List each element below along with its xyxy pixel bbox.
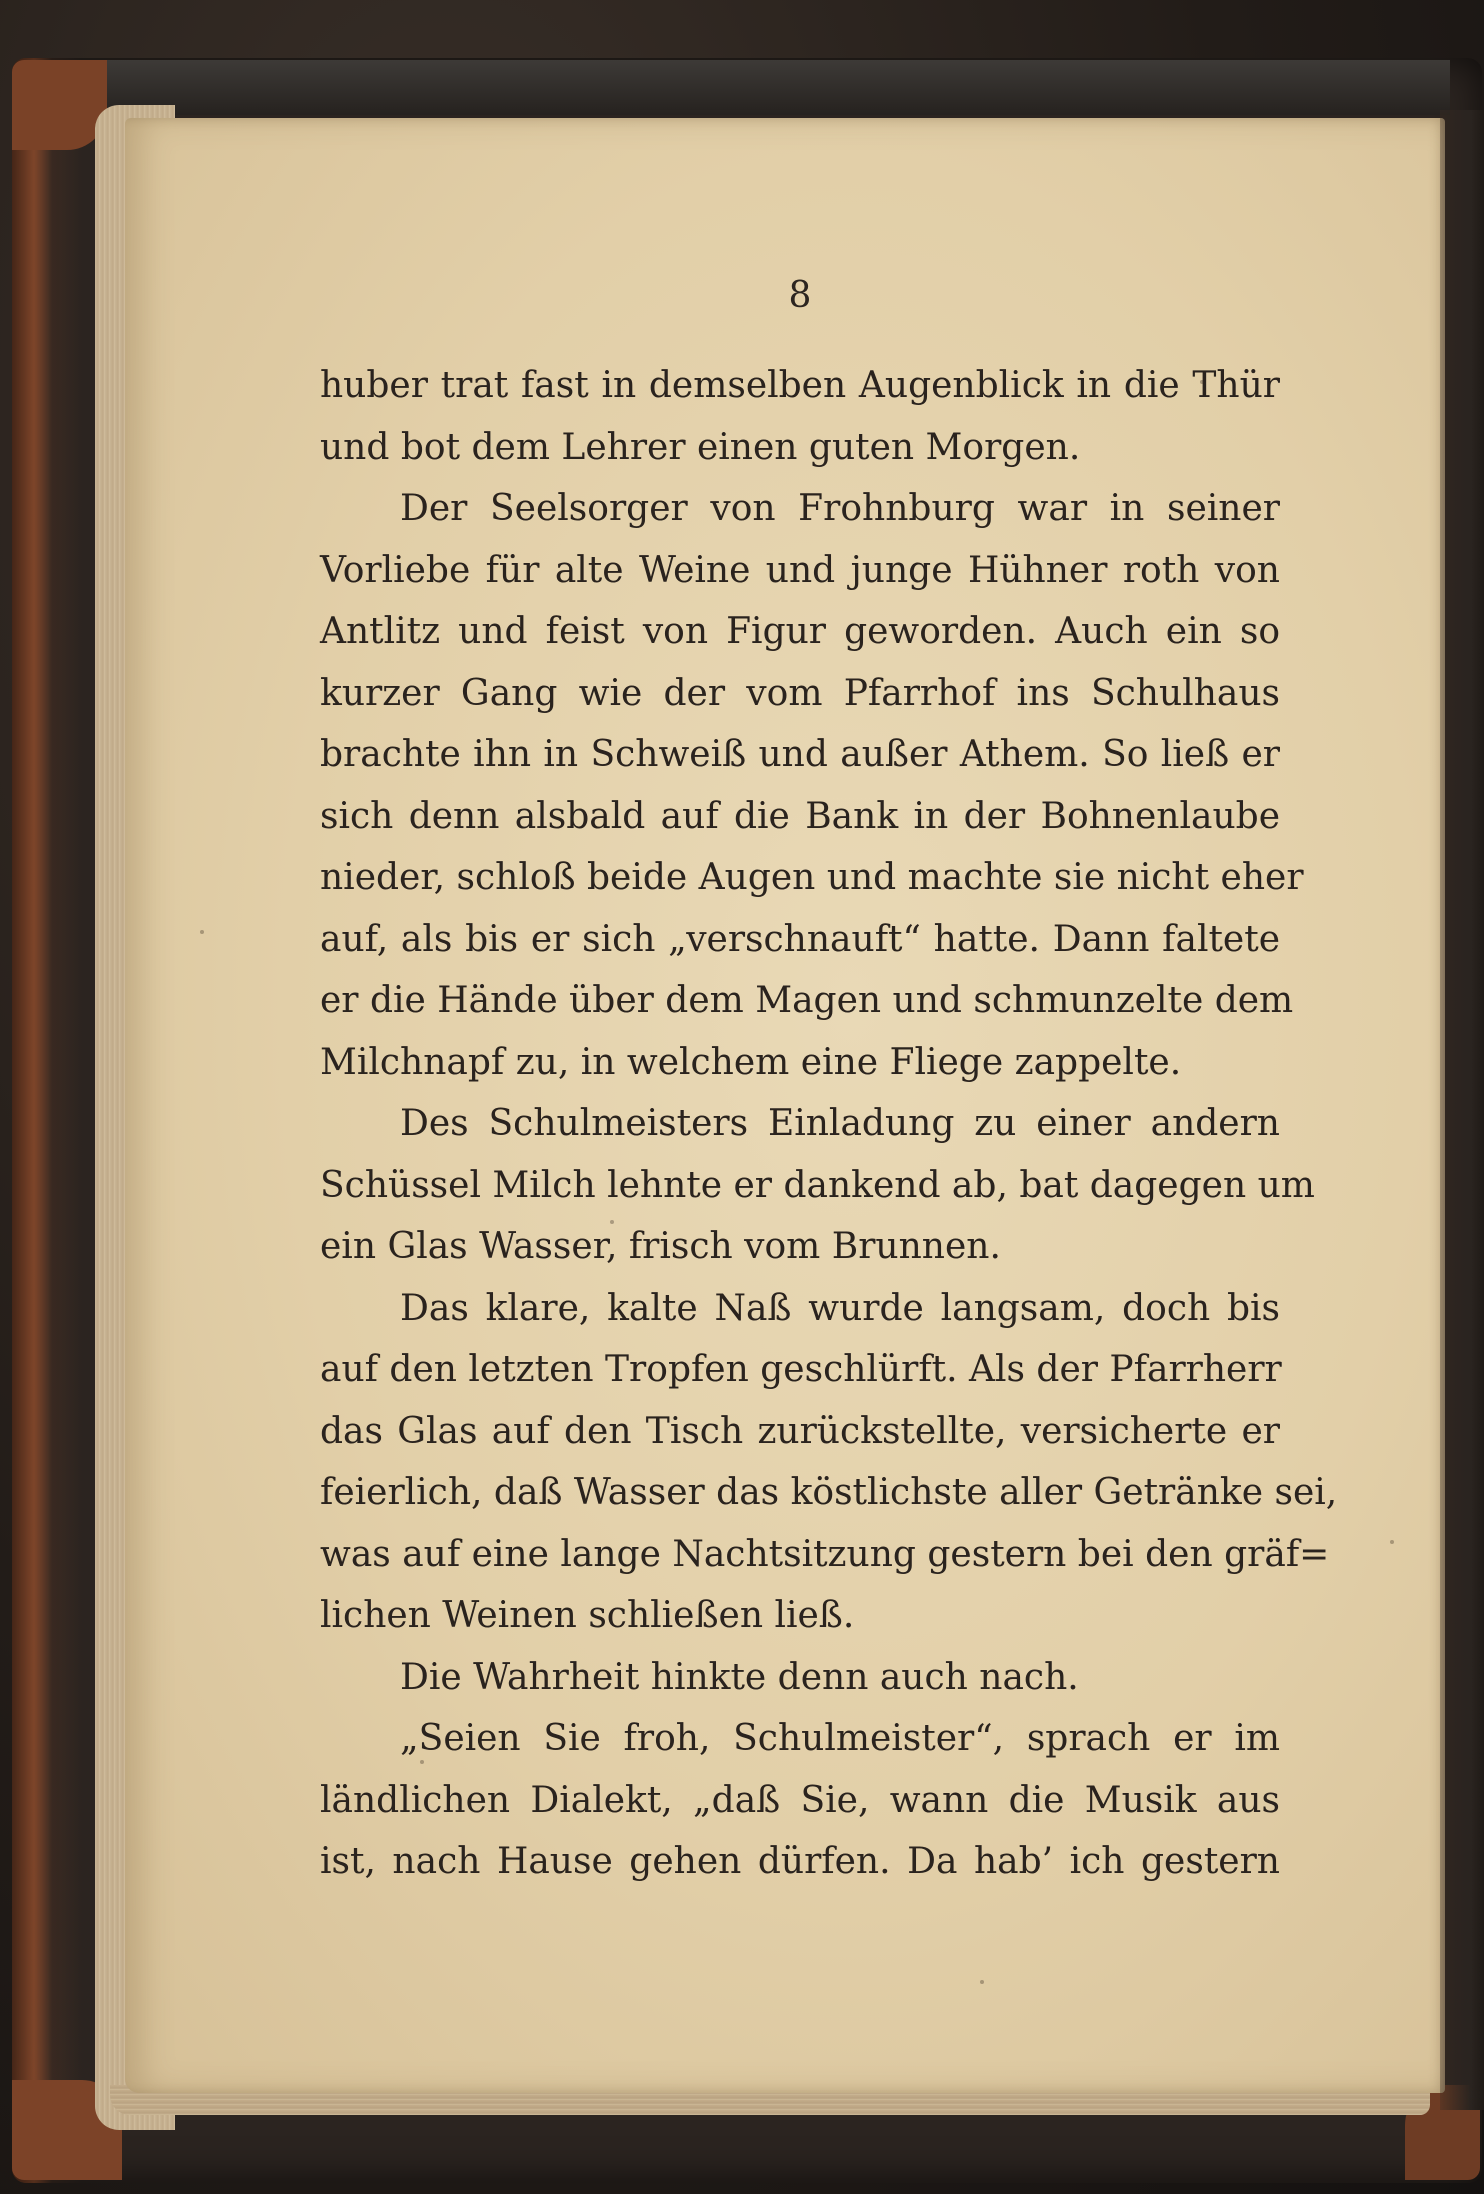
text-line: huber trat fast in demselben Augenblick in die Thür	[320, 365, 1280, 406]
paper-speck	[1390, 1540, 1394, 1544]
paper-speck	[610, 1220, 614, 1224]
text-line: feierlich, daß Wasser das köstlichste aller Getränke sei,	[320, 1472, 1338, 1513]
paper-speck	[1200, 380, 1204, 384]
paper-speck	[200, 930, 204, 934]
text-line: Milchnapf zu, in welchem eine Fliege zappelte.	[320, 1041, 1182, 1083]
paper-speck	[980, 1980, 984, 1984]
text-line: nieder, schloß beide Augen und machte sie nicht eher	[320, 857, 1304, 898]
text-line: Der Seelsorger von Frohnburg war in seiner	[400, 488, 1280, 529]
text-line: ist, nach Hause gehen dürfen. Da hab’ ich gestern	[320, 1841, 1280, 1882]
text-line: Die Wahrheit hinkte denn auch nach.	[400, 1656, 1079, 1698]
text-line: brachte ihn in Schweiß und außer Athem. So ließ er	[320, 734, 1280, 775]
text-line: Antlitz und feist von Figur geworden. Auch ein so	[320, 611, 1280, 652]
gutter-shadow	[1440, 110, 1484, 2110]
page-number: 8	[788, 275, 812, 316]
text-line: auf den letzten Tropfen geschlürft. Als der Pfarrherr	[320, 1349, 1282, 1390]
text-line: und bot dem Lehrer einen guten Morgen.	[320, 426, 1081, 468]
text-line: auf, als bis er sich „verschnauft“ hatte. Dann faltete	[320, 918, 1280, 960]
text-line: „Seien Sie froh, Schulmeister“, sprach er im	[400, 1718, 1280, 1759]
text-line: sich denn alsbald auf die Bank in der Bohnenlaube	[320, 795, 1280, 837]
text-line: Schüssel Milch lehnte er dankend ab, bat dagegen um	[320, 1164, 1315, 1206]
book-cover-top-edge	[30, 60, 1450, 115]
text-line: das Glas auf den Tisch zurückstellte, versicherte er	[320, 1410, 1280, 1452]
text-line: Des Schulmeisters Einladung zu einer andern	[400, 1103, 1280, 1144]
text-line: was auf eine lange Nachtsitzung gestern bei den gräf=	[320, 1533, 1330, 1575]
text-line: kurzer Gang wie der vom Pfarrhof ins Schulhaus	[320, 672, 1280, 714]
paper-speck	[420, 1760, 424, 1764]
text-line: Das klare, kalte Naß wurde langsam, doch bis	[400, 1287, 1280, 1329]
text-line: lichen Weinen schließen ließ.	[320, 1595, 855, 1636]
text-line: er die Hände über dem Magen und schmunzelte dem	[320, 980, 1294, 1021]
text-line: ein Glas Wasser, frisch vom Brunnen.	[320, 1226, 1001, 1267]
leather-corner-top-left	[12, 60, 107, 150]
text-line: Vorliebe für alte Weine und junge Hühner roth von	[320, 549, 1280, 591]
body-text	[320, 355, 1338, 1893]
text-line: ländlichen Dialekt, „daß Sie, wann die Musik aus	[320, 1779, 1280, 1821]
